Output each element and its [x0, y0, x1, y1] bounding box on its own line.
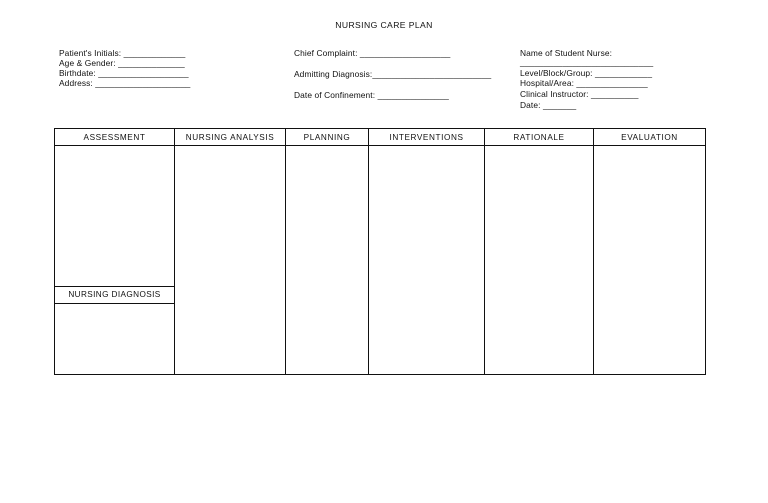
birthdate-field[interactable]: Birthdate: ___________________: [59, 68, 189, 78]
level-block-group-field[interactable]: Level/Block/Group: ____________: [520, 68, 653, 78]
assessment-header: ASSESSMENT: [55, 129, 175, 146]
interventions-cell[interactable]: [369, 146, 485, 375]
clinical-instructor-field[interactable]: Clinical Instructor: __________: [520, 89, 639, 99]
age-gender-field[interactable]: Age & Gender: ______________: [59, 58, 185, 68]
admitting-diagnosis-field[interactable]: Admitting Diagnosis:_________________________: [294, 69, 492, 79]
date-of-confinement-field[interactable]: Date of Confinement: _______________: [294, 90, 449, 100]
evaluation-header: EVALUATION: [594, 129, 706, 146]
care-plan-table: [54, 128, 706, 375]
address-field[interactable]: Address: ____________________: [59, 78, 191, 88]
nursing-analysis-header: NURSING ANALYSIS: [175, 129, 286, 146]
planning-cell[interactable]: [286, 146, 369, 375]
nursing-diagnosis-label: NURSING DIAGNOSIS: [55, 286, 174, 304]
patient-initials-field[interactable]: Patient's Initials: _____________: [59, 48, 186, 58]
rationale-header: RATIONALE: [485, 129, 594, 146]
evaluation-cell[interactable]: [594, 146, 706, 375]
date-field[interactable]: Date: _______: [520, 100, 577, 110]
student-nurse-field[interactable]: ____________________________: [520, 57, 654, 67]
chief-complaint-field[interactable]: Chief Complaint: ___________________: [294, 48, 451, 58]
nursing-analysis-cell[interactable]: [175, 146, 286, 375]
planning-header: PLANNING: [286, 129, 369, 146]
table-header-row: [55, 129, 706, 146]
table-body-row: [55, 146, 706, 375]
interventions-header: INTERVENTIONS: [369, 129, 485, 146]
form-title: NURSING CARE PLAN: [335, 20, 433, 30]
hospital-area-field[interactable]: Hospital/Area: _______________: [520, 78, 648, 88]
rationale-cell[interactable]: [485, 146, 594, 375]
assessment-cell[interactable]: [55, 146, 175, 375]
student-nurse-label: Name of Student Nurse:: [520, 48, 613, 58]
